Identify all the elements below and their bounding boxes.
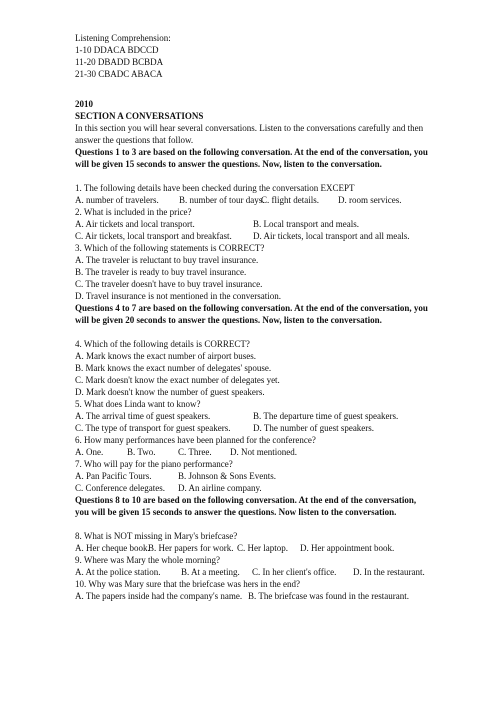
question-2-option-d: D. Air tickets, local transport and all meals. <box>253 231 410 241</box>
question-10-options <box>75 591 409 602</box>
question-4-stem: 4. Which of the following details is CORRECT? <box>75 339 250 349</box>
question-9-option-a: A. At the police station. <box>75 567 161 577</box>
question-5-option-a: A. The arrival time of guest speakers. <box>75 411 211 421</box>
question-2-option-b: B. Local transport and meals. <box>253 219 359 229</box>
question-4-option-b: B. Mark knows the exact number of delegates' spouse. <box>75 363 272 373</box>
group-1-instruction-line-2: will be given 15 seconds to answer the questions. Now, listen to the conversation. <box>75 159 382 169</box>
question-5-stem: 5. What does Linda want to know? <box>75 399 201 409</box>
answer-key-line-2: 11-20 DBADD BCBDA <box>75 57 164 67</box>
year-heading: 2010 <box>75 99 93 109</box>
group-2-instruction-line-1: Questions 4 to 7 are based on the following conversation. At the end of the conversation, you <box>75 303 428 313</box>
question-6-option-d: D. Not mentioned. <box>230 447 297 457</box>
question-6-option-b: B. Two. <box>127 447 156 457</box>
question-7-option-b: B. Johnson & Sons Events. <box>178 471 277 481</box>
header-title: Listening Comprehension: <box>75 33 171 43</box>
question-7-option-c: C. Conference delegates. <box>75 483 165 493</box>
section-intro-line-2: answer the questions that follow. <box>75 135 194 145</box>
question-4-option-c: C. Mark doesn't know the exact number of delegates yet. <box>75 375 280 385</box>
question-3-option-a: A. The traveler is reluctant to buy travel insurance. <box>75 255 259 265</box>
question-9-option-c: C. In her client's office. <box>252 567 337 577</box>
question-5-options-row-2 <box>75 423 374 434</box>
group-3-instruction-line-2: you will be given 15 seconds to answer the questions. Now listen to the conversation. <box>75 507 397 517</box>
question-10-stem: 10. Why was Mary sure that the briefcase was hers in the end? <box>75 579 301 589</box>
question-3-stem: 3. Which of the following statements is CORRECT? <box>75 243 265 253</box>
question-6-option-c: C. Three. <box>178 447 212 457</box>
question-3-option-b: B. The traveler is ready to buy travel insurance. <box>75 267 247 277</box>
question-1-option-d: D. room services. <box>338 195 402 205</box>
section-title: SECTION A CONVERSATIONS <box>75 111 204 121</box>
question-5-option-d: D. The number of guest speakers. <box>253 423 375 433</box>
group-3-instruction-line-1: Questions 8 to 10 are based on the following conversation. At the end of the conversation, <box>75 495 417 505</box>
question-5-option-c: C. The type of transport for guest speakers. <box>75 423 231 433</box>
question-9-option-b: B. At a meeting. <box>181 567 240 577</box>
answer-key-line-3: 21-30 CBADC ABACA <box>75 69 163 79</box>
question-2-option-a: A. Air tickets and local transport. <box>75 219 195 229</box>
question-8-options <box>75 543 394 554</box>
question-3-option-c: C. The traveler doesn't have to buy travel insurance. <box>75 279 263 289</box>
question-1-option-b: B. number of tour days. <box>179 195 265 205</box>
question-2-options-row-1 <box>75 219 359 230</box>
question-8-option-d: D. Her appointment book. <box>300 543 395 553</box>
question-1-options <box>75 195 401 206</box>
question-7-options-row-2 <box>75 483 262 494</box>
question-8-option-a: A. Her cheque book. <box>75 543 150 553</box>
group-1-instruction-line-1: Questions 1 to 3 are based on the following conversation. At the end of the conversation, you <box>75 147 428 157</box>
question-8-option-b: B. Her papers for work. <box>148 543 234 553</box>
question-10-option-a: A. The papers inside had the company's name. <box>75 591 243 601</box>
question-3-option-d: D. Travel insurance is not mentioned in the conversation. <box>75 291 281 301</box>
question-4-option-d: D. Mark doesn't know the number of guest speakers. <box>75 387 265 397</box>
group-2-instruction-line-2: will be given 20 seconds to answer the questions. Now, listen to the conversation. <box>75 315 382 325</box>
question-7-stem: 7. Who will pay for the piano performance? <box>75 459 233 469</box>
question-6-stem: 6. How many performances have been planned for the conference? <box>75 435 316 445</box>
question-5-options-row-1 <box>75 411 398 422</box>
question-1-option-c: C. flight details. <box>261 195 319 205</box>
answer-key-line-1: 1-10 DDACA BDCCD <box>75 45 159 55</box>
question-10-option-b: B. The briefcase was found in the restaurant. <box>248 591 410 601</box>
question-5-option-b: B. The departure time of guest speakers. <box>253 411 399 421</box>
question-2-option-c: C. Air tickets, local transport and breakfast. <box>75 231 232 241</box>
question-7-options-row-1 <box>75 471 276 482</box>
question-1-option-a: A. number of travelers. <box>75 195 159 205</box>
question-9-option-d: D. In the restaurant. <box>353 567 425 577</box>
question-9-options <box>75 567 425 578</box>
question-6-options <box>75 447 297 458</box>
question-8-option-c: C. Her laptop. <box>237 543 288 553</box>
section-intro-line-1: In this section you will hear several conversations. Listen to the conversations carefully and then <box>75 123 424 133</box>
question-1-stem: 1. The following details have been checked during the conversation EXCEPT <box>75 183 355 193</box>
question-2-options-row-2 <box>75 231 409 242</box>
question-8-stem: 8. What is NOT missing in Mary's briefcase? <box>75 531 238 541</box>
question-4-option-a: A. Mark knows the exact number of airport buses. <box>75 351 256 361</box>
question-2-stem: 2. What is included in the price? <box>75 207 192 217</box>
question-7-option-a: A. Pan Pacific Tours. <box>75 471 152 481</box>
question-7-option-d: D. An airline company. <box>178 483 262 493</box>
question-9-stem: 9. Where was Mary the whole morning? <box>75 555 221 565</box>
question-6-option-a: A. One. <box>75 447 104 457</box>
